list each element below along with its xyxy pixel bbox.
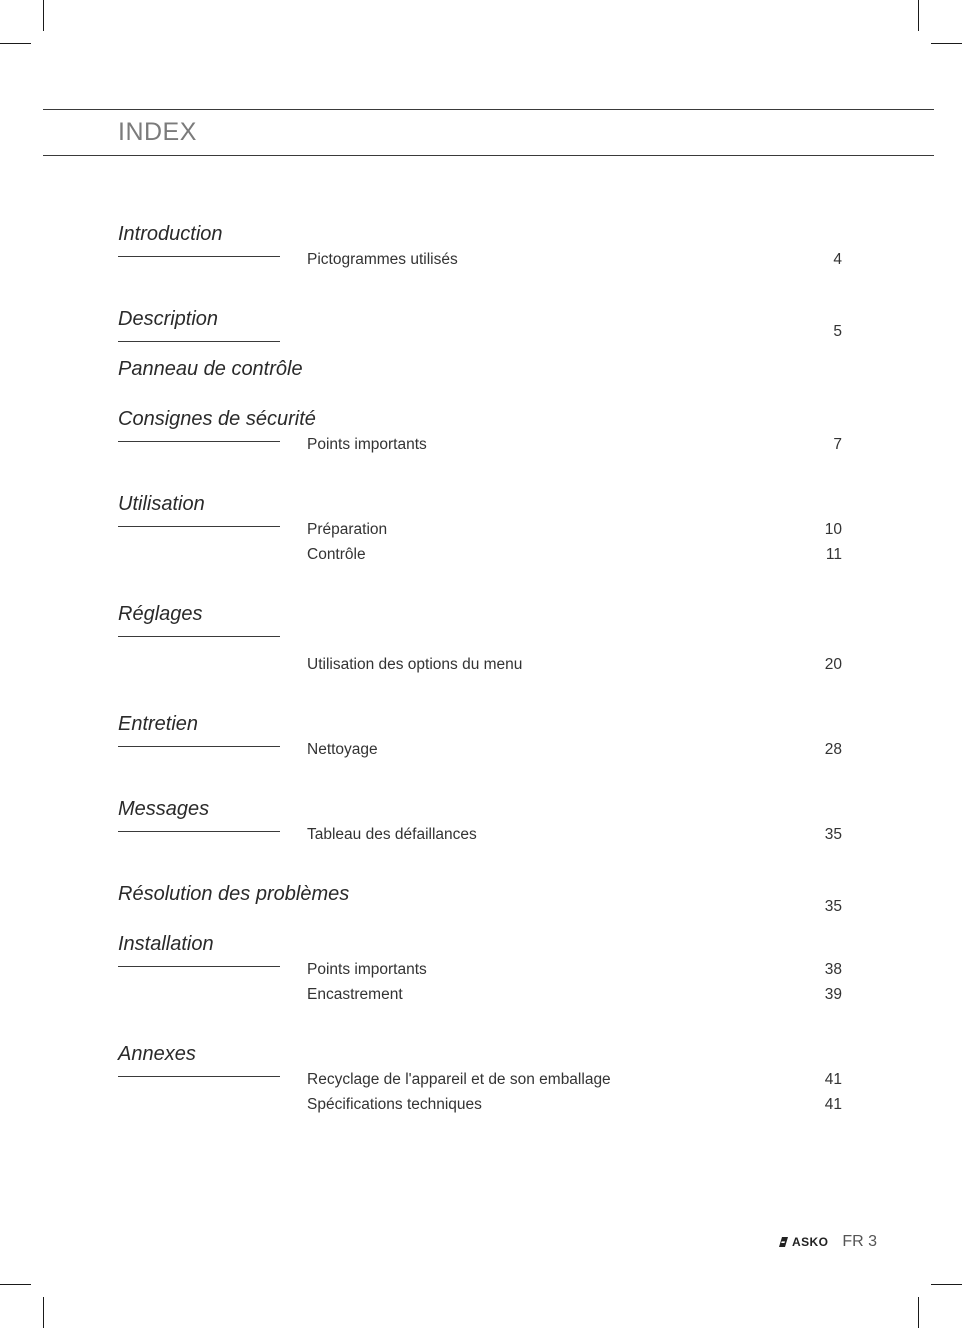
crop-mark: [0, 1284, 31, 1285]
crop-mark: [0, 43, 31, 44]
crop-mark: [918, 0, 919, 31]
toc-section-title[interactable]: Annexes: [118, 1043, 196, 1065]
toc-entry-page: 35: [824, 826, 842, 843]
toc-section-page: 5: [833, 323, 842, 340]
header-rule-bottom: [43, 155, 934, 156]
toc-section-title[interactable]: Installation: [118, 933, 214, 955]
toc-entry-page: 10: [824, 521, 842, 538]
toc-entry[interactable]: [118, 436, 842, 467]
toc-section-title[interactable]: Description: [118, 308, 219, 330]
toc-section-title[interactable]: Entretien: [118, 713, 199, 735]
toc-section: [118, 882, 842, 915]
crop-mark: [43, 0, 44, 31]
brand-name: ASKO: [792, 1235, 829, 1249]
toc-entry-label: Tableau des défaillances: [307, 826, 477, 843]
toc-entry-page: 4: [833, 251, 842, 268]
toc-entry-label: Points importants: [307, 961, 427, 978]
toc-entry-page: 38: [824, 961, 842, 978]
page-title: INDEX: [118, 118, 197, 146]
toc-entry[interactable]: [118, 826, 842, 857]
toc-section-title[interactable]: Messages: [118, 798, 210, 820]
toc-section: [118, 602, 842, 687]
toc-entry-page: 41: [824, 1071, 842, 1088]
toc-section: [118, 932, 842, 1017]
toc-section: [118, 407, 842, 467]
toc-section-header: [118, 602, 842, 627]
toc-entry-page: 11: [825, 546, 842, 563]
toc-entry[interactable]: [118, 961, 842, 992]
toc-entry-page: 41: [824, 1096, 842, 1113]
toc-entry-label: Pictogrammes utilisés: [307, 251, 458, 268]
toc-entry-label: Contrôle: [307, 546, 366, 563]
toc-section-header: [118, 222, 842, 247]
toc-section-header: [118, 357, 842, 382]
toc-section: [118, 712, 842, 772]
toc-entry-label: Encastrement: [307, 986, 403, 1003]
crop-mark: [931, 43, 962, 44]
toc-section: [118, 222, 842, 282]
toc-entry-label: Points importants: [307, 436, 427, 453]
toc-entry-label: Recyclage de l'appareil et de son emballage: [307, 1071, 611, 1088]
toc-section-header: [118, 492, 842, 517]
asko-logo-icon: [777, 1237, 788, 1247]
toc-section-header: [118, 1042, 842, 1067]
toc-entry[interactable]: [118, 656, 842, 687]
toc-entry-label: Utilisation des options du menu: [307, 656, 523, 673]
header-rule-top: [43, 109, 934, 110]
toc-section-title[interactable]: Introduction: [118, 223, 223, 245]
toc-entry[interactable]: [118, 986, 842, 1017]
table-of-contents: [118, 222, 842, 1152]
toc-entry-label: Préparation: [307, 521, 388, 538]
toc-section: [118, 307, 842, 342]
toc-section: [118, 357, 842, 382]
toc-section-header: [118, 797, 842, 822]
toc-section-header: [118, 307, 842, 340]
page-number: FR 3: [842, 1233, 877, 1250]
toc-section-title[interactable]: Réglages: [118, 603, 203, 625]
toc-section-header: [118, 407, 842, 432]
toc-section: [118, 1042, 842, 1127]
toc-section-title[interactable]: Panneau de contrôle: [118, 358, 303, 380]
toc-section-title[interactable]: Utilisation: [118, 493, 205, 515]
brand-logo: [777, 1235, 828, 1249]
toc-entry-page: 7: [833, 436, 842, 453]
crop-mark: [43, 1297, 44, 1328]
toc-entry[interactable]: [118, 546, 842, 577]
toc-section-title[interactable]: Résolution des problèmes: [118, 883, 350, 905]
crop-mark: [931, 1284, 962, 1285]
toc-section: [118, 797, 842, 857]
section-underline: [118, 341, 280, 342]
toc-section: [118, 492, 842, 577]
toc-entry-page: 20: [824, 656, 842, 673]
toc-entry[interactable]: [118, 741, 842, 772]
toc-entry[interactable]: [118, 251, 842, 282]
crop-mark: [918, 1297, 919, 1328]
toc-section-page: 35: [824, 898, 842, 915]
footer: [777, 1233, 877, 1251]
toc-entry[interactable]: [118, 521, 842, 552]
toc-entry-label: Nettoyage: [307, 741, 378, 758]
toc-section-header: [118, 882, 842, 915]
toc-entry-page: 39: [824, 986, 842, 1003]
toc-section-title[interactable]: Consignes de sécurité: [118, 408, 316, 430]
toc-entry-label: Spécifications techniques: [307, 1096, 482, 1113]
toc-section-header: [118, 712, 842, 737]
toc-entry-page: 28: [824, 741, 842, 758]
toc-section-header: [118, 932, 842, 957]
toc-entry[interactable]: [118, 1096, 842, 1127]
